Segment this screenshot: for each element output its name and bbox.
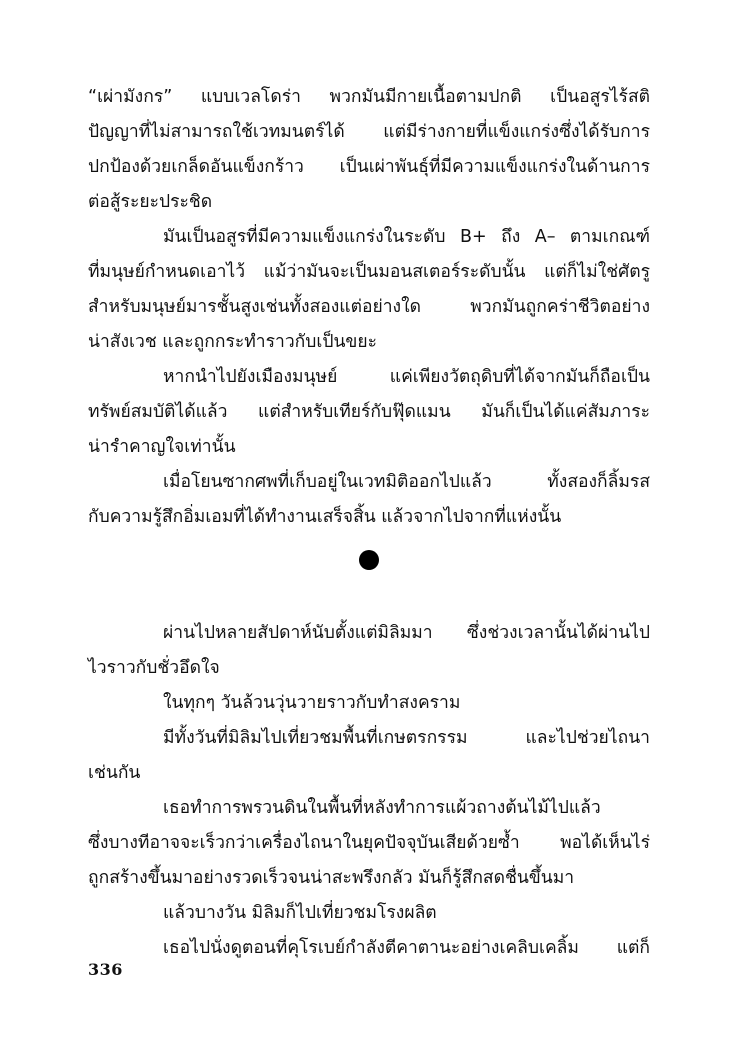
text-line: น่าสังเวช และถูกกระทำราวกับเป็นขยะ bbox=[88, 332, 378, 352]
text-line: ต่อสู้ระยะประชิด bbox=[88, 192, 213, 212]
paragraph-first-line: หากนำไปยังเมืองมนุษย์ แค่เพียงวัตถุดิบที่ได้จากมันก็ถือเป็น bbox=[163, 367, 650, 387]
page-number: 336 bbox=[88, 960, 123, 979]
text-line: กับความรู้สึกอิ่มเอมที่ได้ทำงานเสร็จสิ้น แล้วจากไปจากที่แห่งนั้น bbox=[88, 507, 562, 527]
paragraph-first-line: มันเป็นอสูรที่มีความแข็งแกร่งในระดับ B+ ถึง A– ตามเกณฑ์ bbox=[163, 227, 650, 247]
text-line: “เผ่ามังกร” แบบเวลโดร่า พวกมันมีกายเนื้อตามปกติ เป็นอสูรไร้สติ bbox=[88, 87, 650, 107]
text-line: ถูกสร้างขึ้นมาอย่างรวดเร็วจนน่าสะพรึงกลัว มันก็รู้สึกสดชื่นขึ้นมา bbox=[88, 868, 575, 888]
text-line: ไวราวกับชั่วอึดใจ bbox=[88, 658, 220, 678]
scene-break-dot bbox=[359, 550, 379, 570]
paragraph-first-line: ผ่านไปหลายสัปดาห์นับตั้งแต่มิลิมมา ซึ่งช่วงเวลานั้นได้ผ่านไป bbox=[163, 623, 650, 643]
paragraph-first-line: เมื่อโยนซากศพที่เก็บอยู่ในเวทมิติออกไปแล้ว ทั้งสองก็ลิ้มรส bbox=[163, 472, 650, 492]
paragraph-first-line: เธอไปนั่งดูตอนที่คุโรเบย์กำลังตีคาตานะอย่างเคลิบเคลิ้ม แต่ก็ bbox=[163, 938, 650, 958]
text-line: ซึ่งบางทีอาจจะเร็วกว่าเครื่องไถนาในยุคปัจจุบันเสียด้วยซ้ำ พอได้เห็นไร่ bbox=[88, 833, 650, 853]
text-line: สำหรับมนุษย์มารชั้นสูงเช่นทั้งสองแต่อย่างใด พวกมันถูกคร่าชีวิตอย่าง bbox=[88, 297, 650, 317]
text-line: น่ารำคาญใจเท่านั้น bbox=[88, 437, 236, 457]
text-line: ที่มนุษย์กำหนดเอาไว้ แม้ว่ามันจะเป็นมอนสเตอร์ระดับนั้น แต่ก็ไม่ใช่ศัตรู bbox=[88, 262, 650, 282]
text-line: ปกป้องด้วยเกล็ดอันแข็งกร้าว เป็นเผ่าพันธุ์ที่มีความแข็งแกร่งในด้านการ bbox=[88, 157, 650, 177]
text-line: ปัญญาที่ไม่สามารถใช้เวทมนตร์ได้ แต่มีร่างกายที่แข็งแกร่งซึ่งได้รับการ bbox=[88, 122, 650, 142]
text-line: ทรัพย์สมบัติได้แล้ว แต่สำหรับเทียร์กับฟุ๊ดแมน มันก็เป็นได้แค่สัมภาระ bbox=[88, 402, 650, 422]
paragraph-first-line: ในทุกๆ วันล้วนวุ่นวายราวกับทำสงคราม bbox=[163, 693, 461, 713]
paragraph-first-line: มีทั้งวันที่มิลิมไปเที่ยวชมพื้นที่เกษตรกรรม และไปช่วยไถนา bbox=[163, 728, 650, 748]
text-line: เช่นกัน bbox=[88, 763, 141, 783]
paragraph-first-line: เธอทำการพรวนดินในพื้นที่หลังทำการแผ้วถางต้นไม้ไปแล้ว bbox=[163, 798, 601, 818]
paragraph-first-line: แล้วบางวัน มิลิมก็ไปเที่ยวชมโรงผลิต bbox=[163, 903, 437, 923]
